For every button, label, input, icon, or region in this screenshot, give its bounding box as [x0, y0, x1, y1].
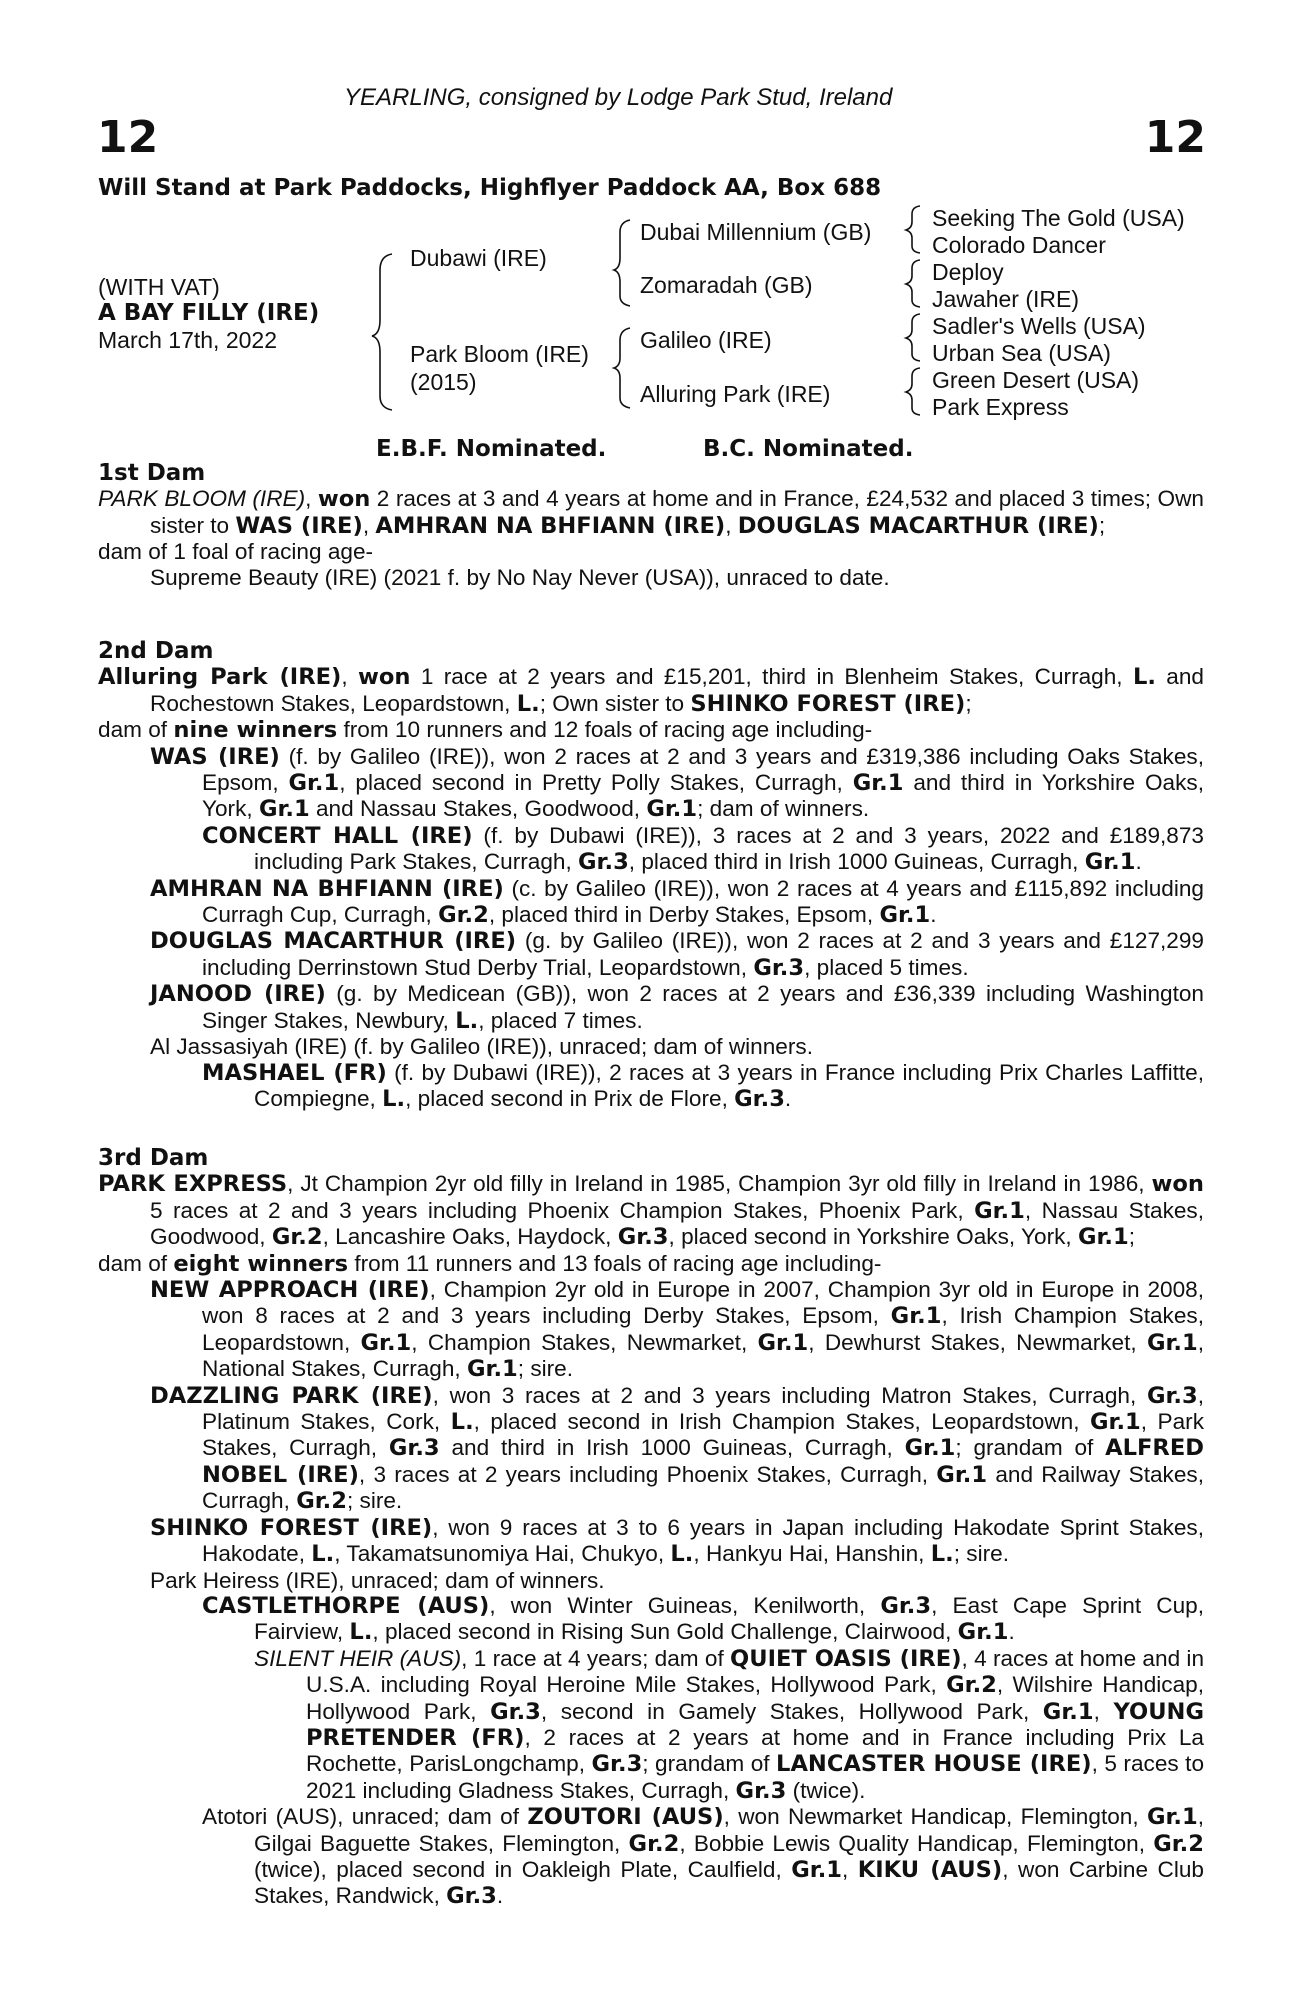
dam-name: PARK BLOOM (IRE) — [98, 486, 306, 512]
produce-entry: Supreme Beauty (IRE) (2021 f. by No Nay Never (USA)), unraced to date. — [150, 564, 890, 590]
brace-main — [372, 254, 392, 410]
pedigree-g3-8: Park Express — [932, 394, 1069, 420]
stand-location: Will Stand at Park Paddocks, Highflyer Paddock AA, Box 688 — [98, 175, 882, 201]
vat-label: (WITH VAT) — [98, 274, 220, 300]
produce-entry: Atotori (AUS), unraced; dam of ZOUTORI (AUS), won Newmarket Handicap, Flemington, Gr.1, Gilgai Baguette Stakes, Flemington, Gr.2, Bobbie Lewis Quality Handicap, Flemington, Gr.2 (twice), placed second in Oakleigh Plate, Caulfield, Gr.1, KIKU (AUS), won Carbine Club Stakes, Randwick, Gr.3. — [202, 1804, 1204, 1910]
pedigree-dam-dam: Alluring Park (IRE) — [640, 381, 831, 407]
produce-entry: MASHAEL (FR) (f. by Dubawi (IRE)), 2 races at 3 years in France including Prix Charles Laffitte, Compiegne, L., placed second in Prix de Flore, Gr.3. — [202, 1059, 1204, 1112]
brace-sire — [614, 220, 630, 306]
produce-entry: CONCERT HALL (IRE) (f. by Dubawi (IRE)), 3 races at 2 and 3 years, 2022 and £189,873 including Park Stakes, Curragh, Gr.3, placed third in Irish 1000 Guineas, Curragh, Gr.1. — [202, 822, 1204, 876]
produce-entry: Al Jassasiyah (IRE) (f. by Galileo (IRE)), unraced; dam of winners. — [150, 1034, 813, 1060]
brace-g1 — [906, 206, 920, 253]
pedigree-g3-1: Seeking The Gold (USA) — [932, 205, 1185, 231]
pedigree-dam-year: (2015) — [410, 369, 477, 395]
foaling-date: March 17th, 2022 — [98, 327, 278, 353]
sale-subtitle: YEARLING, consigned by Lodge Park Stud, Ireland — [344, 84, 893, 111]
produce-entry: NEW APPROACH (IRE), Champion 2yr old in Europe in 2007, Champion 3yr old in Europe in 2008, won 8 races at 2 and 3 years including Derby Stakes, Epsom, Gr.1, Irish Champion Stakes, Leopardstown, Gr.1, Champion Stakes, Newmarket, Gr.1, Dewhurst Stakes, Newmarket, Gr.1, National Stakes, Curragh, Gr.1; sire. — [150, 1277, 1204, 1383]
second-dam-heading: 2nd Dam — [98, 638, 214, 664]
produce-entry: SHINKO FOREST (IRE), won 9 races at 3 to 6 years in Japan including Hakodate Sprint Stakes, Hakodate, L., Takamatsunomiya Hai, Chukyo, L., Hankyu Hai, Hanshin, L.; sire. — [150, 1514, 1204, 1568]
third-dam-entry: PARK EXPRESS, Jt Champion 2yr old filly in Ireland in 1985, Champion 3yr old filly in Ireland in 1986, won 5 races at 2 and 3 years including Phoenix Champion Stakes, Phoenix Park, Gr.1, Nassau Stakes, Goodwood, Gr.2, Lancashire Oaks, Haydock, Gr.3, placed second in Yorkshire Oaks, York, Gr.1; — [98, 1171, 1205, 1251]
second-dam-produce-summary: dam of nine winners from 10 runners and 12 foals of racing age including- — [98, 717, 873, 744]
horse-name: A BAY FILLY (IRE) — [98, 300, 320, 326]
produce-entry: WAS (IRE) (f. by Galileo (IRE)), won 2 races at 2 and 3 years and £319,386 including Oaks Stakes, Epsom, Gr.1, placed second in Pretty Polly Stakes, Curragh, Gr.1 and third in Yorkshire Oaks, York, Gr.1 and Nassau Stakes, Goodwood, Gr.1; dam of winners. — [150, 743, 1204, 823]
pedigree-g3-7: Green Desert (USA) — [932, 367, 1140, 393]
produce-entry: SILENT HEIR (AUS), 1 race at 4 years; dam of QUIET OASIS (IRE), 4 races at home and in U.S.A. including Royal Heroine Mile Stakes, Hollywood Park, Gr.2, Wilshire Handicap, Hollywood Park, Gr.3, second in Gamely Stakes, Hollywood Park, Gr.1, YOUNG PRETENDER (FR), 2 races at 2 years at home and in France including Prix La Rochette, ParisLongchamp, Gr.3; grandam of LANCASTER HOUSE (IRE), 5 races to 2021 including Gladness Stakes, Curragh, Gr.3 (twice). — [254, 1645, 1205, 1804]
third-dam-produce-summary: dam of eight winners from 11 runners and 13 foals of racing age including- — [98, 1250, 882, 1277]
sibling-name: AMHRAN NA BHFIANN (IRE) — [375, 512, 726, 539]
pedigree-sire-dam: Zomaradah (GB) — [640, 272, 813, 298]
produce-entry: Park Heiress (IRE), unraced; dam of winners. — [150, 1567, 605, 1593]
lot-number-left: 12 — [97, 112, 159, 163]
third-dam-heading: 3rd Dam — [98, 1145, 209, 1171]
pedigree-g3-5: Sadler's Wells (USA) — [932, 313, 1146, 339]
first-dam-produce-summary: dam of 1 foal of racing age- — [98, 539, 374, 565]
sibling-name: WAS (IRE) — [235, 512, 363, 539]
third-dam-section — [98, 1146, 1204, 1910]
pedigree-dam-sire: Galileo (IRE) — [640, 327, 772, 353]
first-dam-heading: 1st Dam — [98, 460, 206, 486]
produce-entry: AMHRAN NA BHFIANN (IRE) (c. by Galileo (IRE)), won 2 races at 4 years and £115,892 including Curragh Cup, Curragh, Gr.2, placed third in Derby Stakes, Epsom, Gr.1. — [150, 875, 1205, 929]
sibling-name: DOUGLAS MACARTHUR (IRE) — [737, 512, 1099, 539]
ebf-nomination: E.B.F. Nominated. — [376, 436, 607, 462]
produce-entry: DAZZLING PARK (IRE), won 3 races at 2 and 3 years including Matron Stakes, Curragh, Gr.3, Platinum Stakes, Cork, L., placed second in Irish Champion Stakes, Leopardstown, Gr.1, Park Stakes, Curragh, Gr.3 and third in Irish 1000 Guineas, Curragh, Gr.1; grandam of ALFRED NOBEL (IRE), 3 races at 2 years including Phoenix Stakes, Curragh, Gr.1 and Railway Stakes, Curragh, Gr.2; sire. — [150, 1382, 1205, 1515]
brace-dam — [614, 328, 630, 408]
second-dam-section — [98, 639, 1204, 1112]
first-dam-section — [98, 461, 1204, 590]
pedigree-sire-sire: Dubai Millennium (GB) — [640, 219, 872, 245]
pedigree-dam: Park Bloom (IRE) — [410, 341, 589, 367]
produce-entry: DOUGLAS MACARTHUR (IRE) (g. by Galileo (IRE)), won 2 races at 2 and 3 years and £127,299 including Derrinstown Stud Derby Trial, Leopardstown, Gr.3, placed 5 times. — [150, 928, 1204, 981]
brace-g3 — [906, 314, 920, 361]
pedigree-g3-2: Colorado Dancer — [932, 232, 1106, 258]
produce-entry: JANOOD (IRE) (g. by Medicean (GB)), won 2 races at 2 years and £36,339 including Washington Singer Stakes, Newbury, L., placed 7 times. — [150, 981, 1204, 1034]
bc-nomination: B.C. Nominated. — [703, 436, 914, 462]
brace-g2 — [906, 260, 920, 307]
pedigree-g3-4: Jawaher (IRE) — [932, 286, 1079, 312]
pedigree-g3-6: Urban Sea (USA) — [932, 340, 1111, 366]
pedigree-sire: Dubawi (IRE) — [410, 245, 547, 271]
second-dam-entry: Alluring Park (IRE), won 1 race at 2 years and £15,201, third in Blenheim Stakes, Curragh, L. and Rochestown Stakes, Leopardstown, L.; Own sister to SHINKO FOREST (IRE); — [98, 664, 1204, 717]
first-dam-entry: PARK BLOOM (IRE), won 2 races at 3 and 4 years at home and in France, £24,532 and placed 3 times; Own sister to WAS (IRE), AMHRAN NA BHFIANN (IRE), DOUGLAS MACARTHUR (IRE); — [98, 486, 1204, 539]
produce-entry: CASTLETHORPE (AUS), won Winter Guineas, Kenilworth, Gr.3, East Cape Sprint Cup, Fairview, L., placed second in Rising Sun Gold Challenge, Clairwood, Gr.1. — [202, 1592, 1204, 1646]
pedigree-g3-3: Deploy — [932, 259, 1004, 285]
lot-number-right: 12 — [1144, 112, 1206, 163]
brace-g4 — [906, 368, 920, 415]
